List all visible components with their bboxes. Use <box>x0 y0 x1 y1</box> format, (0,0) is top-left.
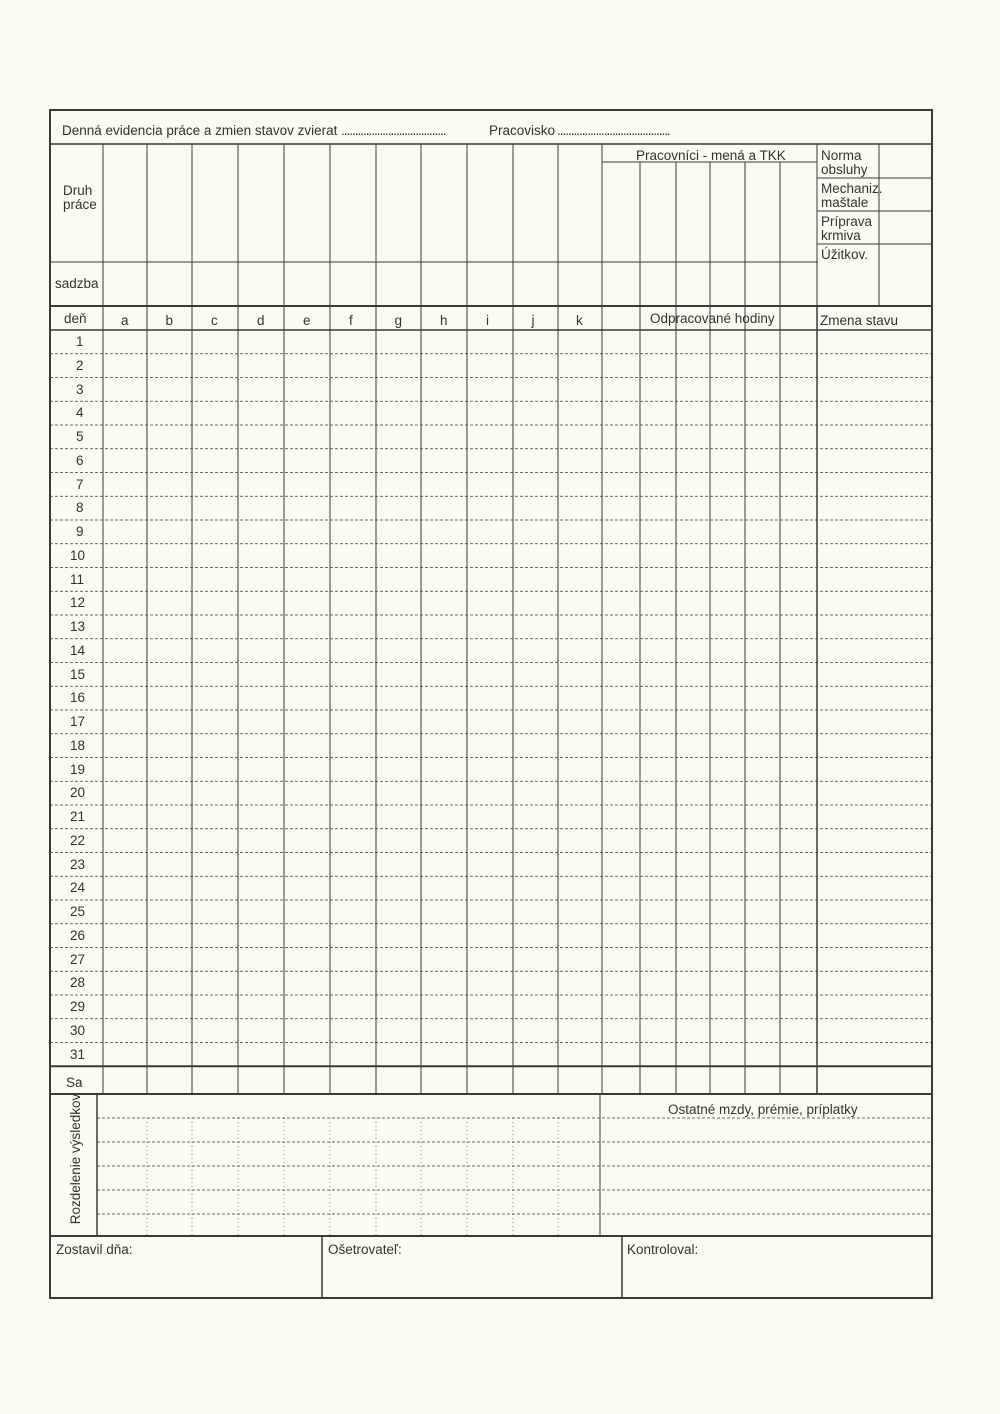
day-number-10: 10 <box>70 547 86 563</box>
column-letter-g: g <box>394 313 403 328</box>
compiled-by-label: Zostavil dňa: <box>56 1242 133 1257</box>
day-number-13: 13 <box>70 619 86 634</box>
day-number-14: 14 <box>70 642 86 658</box>
day-number-5: 5 <box>76 429 84 444</box>
day-number-18: 18 <box>70 737 86 753</box>
column-letter-c: c <box>211 313 218 328</box>
day-number-22: 22 <box>70 832 86 848</box>
column-letter-a: a <box>121 313 129 328</box>
workplace-label: Pracovisko <box>489 123 556 138</box>
mechaniz-mastale-label: Mechaniz. maštale <box>821 181 883 211</box>
column-letter-e: e <box>303 313 311 328</box>
sum-row-label: Sa <box>66 1075 83 1090</box>
distribution-label: Rozdelenie výsledkov <box>68 1093 84 1225</box>
day-number-26: 26 <box>70 927 86 943</box>
sadzba-label: sadzba <box>55 276 99 291</box>
day-number-21: 21 <box>70 809 86 824</box>
distribution-label-box <box>50 1093 102 1225</box>
day-number-25: 25 <box>70 904 86 919</box>
day-number-3: 3 <box>76 381 84 397</box>
day-number-17: 17 <box>70 714 86 729</box>
day-number-9: 9 <box>76 524 84 539</box>
column-letter-b: b <box>165 313 174 328</box>
change-header: Zmena stavu <box>820 313 899 328</box>
column-letter-k: k <box>576 313 583 328</box>
day-number-15: 15 <box>70 666 86 682</box>
norm-obsluhy-label: Norma obsluhy <box>821 148 868 178</box>
priprava-krmiva-label: Príprava krmiva <box>821 214 873 244</box>
day-number-2: 2 <box>76 357 84 373</box>
other-wages-header: Ostatné mzdy, prémie, príplatky <box>668 1102 858 1117</box>
hours-header: Odpracované hodiny <box>650 311 775 326</box>
checked-by-label: Kontroloval: <box>627 1242 699 1257</box>
day-number-29: 29 <box>70 999 86 1014</box>
column-letter-h: h <box>440 313 448 328</box>
day-number-7: 7 <box>76 476 84 492</box>
day-number-6: 6 <box>76 452 84 468</box>
form-outer-border <box>50 110 932 1298</box>
day-number-24: 24 <box>70 880 86 896</box>
workplace-fill-line[interactable]: ......................................... <box>557 123 670 138</box>
title-fill-line[interactable]: ...................................... <box>341 123 446 138</box>
day-number-16: 16 <box>70 690 86 706</box>
day-number-12: 12 <box>70 595 86 611</box>
column-letter-f: f <box>349 313 353 328</box>
column-letter-i: i <box>486 313 489 328</box>
workers-header: Pracovníci - mená a TKK <box>636 148 786 163</box>
column-letter-j: j <box>531 313 535 328</box>
day-number-4: 4 <box>76 405 84 421</box>
day-number-23: 23 <box>70 856 86 872</box>
day-number-11: 11 <box>70 571 85 587</box>
uzitkov-label: Úžitkov. <box>821 247 869 262</box>
caretaker-label: Ošetrovateľ: <box>328 1242 402 1257</box>
druh-prace-label: Druh práce <box>63 183 97 213</box>
day-number-19: 19 <box>70 761 86 777</box>
day-number-30: 30 <box>70 1022 86 1038</box>
day-number-8: 8 <box>76 500 84 516</box>
form-title: Denná evidencia práce a zmien stavov zvierat <box>62 123 338 138</box>
day-number-31: 31 <box>70 1046 86 1062</box>
day-number-27: 27 <box>70 951 86 967</box>
day-number-28: 28 <box>70 975 86 991</box>
day-number-1: 1 <box>76 334 84 349</box>
column-letter-d: d <box>257 313 265 328</box>
day-number-20: 20 <box>70 785 86 801</box>
day-header: deň <box>64 311 87 326</box>
